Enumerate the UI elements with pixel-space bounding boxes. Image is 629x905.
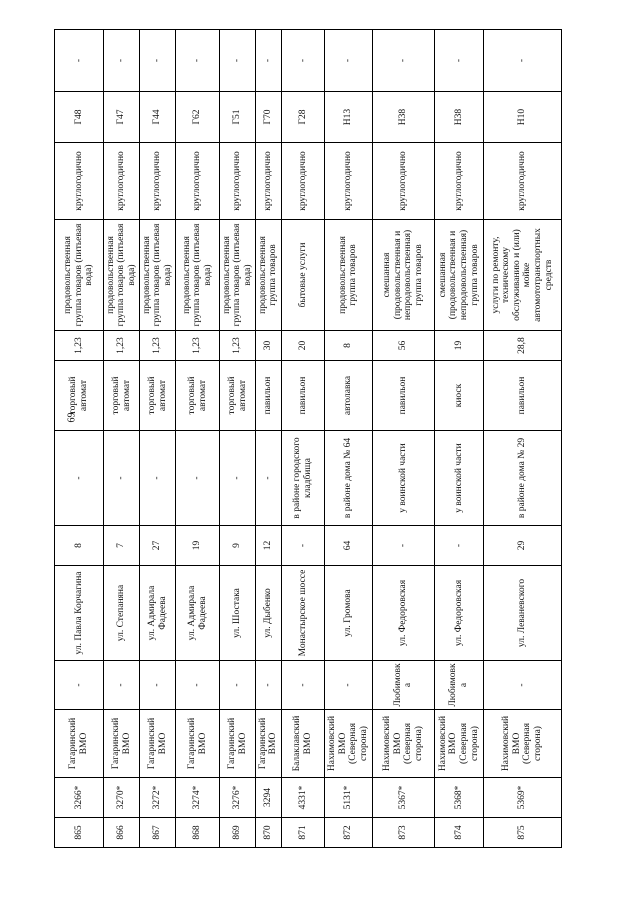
cell-district: Нахимовский ВМО (Северная сторона) [435, 710, 484, 778]
cell-specialization: продовольственная группа товаров (питьевая вода) [176, 220, 220, 331]
cell-extra: - [220, 30, 256, 92]
cell-area: 20 [281, 331, 325, 361]
table-row [281, 30, 325, 848]
cell-area: 1,23 [55, 331, 104, 361]
table-row [435, 30, 484, 848]
cell-object-type: торговый автомат [140, 361, 176, 431]
cell-code: 5367* [372, 778, 434, 818]
cell-object-type: торговый автомат [103, 361, 139, 431]
cell-landmark: в районе городского кладбища [281, 431, 325, 526]
cell-area: 1,23 [176, 331, 220, 361]
cell-locality: - [103, 661, 139, 710]
cell-scheme: Н10 [483, 92, 561, 143]
cell-area: 8 [325, 331, 372, 361]
cell-locality: Любимовка [435, 661, 484, 710]
cell-extra: - [103, 30, 139, 92]
table-row [256, 30, 281, 848]
cell-district: Балаклавский ВМО [281, 710, 325, 778]
table-row [325, 30, 372, 848]
cell-street: ул. Федоровская [372, 566, 434, 661]
cell-scheme: Г28 [281, 92, 325, 143]
cell-area: 56 [372, 331, 434, 361]
cell-specialization: продовольственная группа товаров (питьевая вода) [103, 220, 139, 331]
cell-extra: - [435, 30, 484, 92]
cell-landmark: в районе дома № 64 [325, 431, 372, 526]
cell-specialization: смешанная (продовольственная и непродовольственная) группа товаров [435, 220, 484, 331]
cell-street: Монастырское шоссе [281, 566, 325, 661]
cell-house: - [435, 526, 484, 566]
cell-district: Нахимовский ВМО (Северная сторона) [325, 710, 372, 778]
cell-scheme: Н13 [325, 92, 372, 143]
cell-area: 1,23 [140, 331, 176, 361]
cell-scheme: Г51 [220, 92, 256, 143]
cell-extra: - [140, 30, 176, 92]
cell-scheme: Г62 [176, 92, 220, 143]
table-row [55, 30, 104, 848]
cell-specialization: услуги по ремонту, техническому обслуживанию и (или) мойке автомототранспортных средств [483, 220, 561, 331]
cell-locality: - [55, 661, 104, 710]
cell-street: ул. Федоровская [435, 566, 484, 661]
cell-district: Гагаринский ВМО [55, 710, 104, 778]
cell-district: Нахимовский ВМО (Северная сторона) [483, 710, 561, 778]
cell-landmark: у воинской части [372, 431, 434, 526]
cell-specialization: продовольственная группа товаров (питьевая вода) [55, 220, 104, 331]
cell-street: ул. Адмирала Фадеева [140, 566, 176, 661]
table-row [483, 30, 561, 848]
cell-period: круглогодично [325, 143, 372, 220]
cell-scheme: Г47 [103, 92, 139, 143]
cell-scheme: Г48 [55, 92, 104, 143]
table-row [103, 30, 139, 848]
cell-landmark: - [256, 431, 281, 526]
cell-code: 3276* [220, 778, 256, 818]
cell-scheme: Г70 [256, 92, 281, 143]
cell-code: 5369* [483, 778, 561, 818]
cell-house: - [281, 526, 325, 566]
cell-landmark: - [176, 431, 220, 526]
cell-locality: Любимовка [372, 661, 434, 710]
cell-extra: - [372, 30, 434, 92]
cell-house: 27 [140, 526, 176, 566]
cell-house: 19 [176, 526, 220, 566]
cell-code: 3274* [176, 778, 220, 818]
cell-scheme: Г44 [140, 92, 176, 143]
cell-landmark: в районе дома № 29 [483, 431, 561, 526]
cell-num: 875 [483, 818, 561, 848]
cell-locality: - [140, 661, 176, 710]
page-number: 69 [66, 412, 78, 423]
cell-extra: - [55, 30, 104, 92]
cell-house: 12 [256, 526, 281, 566]
cell-area: 30 [256, 331, 281, 361]
cell-period: круглогодично [372, 143, 434, 220]
cell-object-type: торговый автомат [55, 361, 104, 431]
cell-district: Гагаринский ВМО [220, 710, 256, 778]
table-row [372, 30, 434, 848]
cell-object-type: павильон [372, 361, 434, 431]
cell-object-type: торговый автомат [220, 361, 256, 431]
cell-street: ул. Дыбенко [256, 566, 281, 661]
cell-specialization: смешанная (продовольственная и непродовольственная) группа товаров [372, 220, 434, 331]
cell-district: Гагаринский ВМО [103, 710, 139, 778]
cell-street: ул. Павла Корчагина [55, 566, 104, 661]
cell-locality: - [256, 661, 281, 710]
cell-code: 4331* [281, 778, 325, 818]
cell-locality: - [483, 661, 561, 710]
cell-house: 64 [325, 526, 372, 566]
cell-street: ул. Громова [325, 566, 372, 661]
cell-street: ул. Адмирала Фадеева [176, 566, 220, 661]
cell-extra: - [256, 30, 281, 92]
cell-locality: - [220, 661, 256, 710]
cell-extra: - [483, 30, 561, 92]
rotated-table-container [54, 30, 562, 848]
cell-period: круглогодично [55, 143, 104, 220]
cell-street: ул. Степаняна [103, 566, 139, 661]
cell-district: Гагаринский ВМО [176, 710, 220, 778]
table-row [140, 30, 176, 848]
cell-scheme: Н38 [435, 92, 484, 143]
cell-landmark: - [55, 431, 104, 526]
cell-area: 28,8 [483, 331, 561, 361]
cell-code: 3266* [55, 778, 104, 818]
cell-extra: - [176, 30, 220, 92]
cell-area: 1,23 [220, 331, 256, 361]
cell-period: круглогодично [140, 143, 176, 220]
cell-specialization: продовольственная группа товаров [256, 220, 281, 331]
cell-object-type: киоск [435, 361, 484, 431]
cell-street: ул. Леваневского [483, 566, 561, 661]
cell-num: 874 [435, 818, 484, 848]
cell-extra: - [325, 30, 372, 92]
cell-specialization: продовольственная группа товаров (питьевая вода) [140, 220, 176, 331]
cell-area: 1,23 [103, 331, 139, 361]
cell-period: круглогодично [256, 143, 281, 220]
cell-object-type: павильон [483, 361, 561, 431]
cell-object-type: торговый автомат [176, 361, 220, 431]
placement-table [54, 29, 562, 848]
cell-house: - [372, 526, 434, 566]
cell-house: 9 [220, 526, 256, 566]
cell-house: 8 [55, 526, 104, 566]
cell-area: 19 [435, 331, 484, 361]
cell-num: 871 [281, 818, 325, 848]
cell-code: 3272* [140, 778, 176, 818]
cell-code: 3270* [103, 778, 139, 818]
table-body [55, 30, 562, 848]
cell-code: 5131* [325, 778, 372, 818]
cell-district: Нахимовский ВМО (Северная сторона) [372, 710, 434, 778]
cell-landmark: - [140, 431, 176, 526]
cell-house: 7 [103, 526, 139, 566]
cell-num: 873 [372, 818, 434, 848]
cell-district: Гагаринский ВМО [140, 710, 176, 778]
cell-street: ул. Шостака [220, 566, 256, 661]
cell-num: 867 [140, 818, 176, 848]
cell-num: 870 [256, 818, 281, 848]
cell-period: круглогодично [281, 143, 325, 220]
cell-landmark: - [103, 431, 139, 526]
cell-num: 869 [220, 818, 256, 848]
table-row [220, 30, 256, 848]
cell-locality: - [176, 661, 220, 710]
cell-period: круглогодично [176, 143, 220, 220]
cell-specialization: продовольственная группа товаров [325, 220, 372, 331]
cell-extra: - [281, 30, 325, 92]
cell-landmark: у воинской части [435, 431, 484, 526]
cell-num: 865 [55, 818, 104, 848]
cell-landmark: - [220, 431, 256, 526]
cell-specialization: бытовые услуги [281, 220, 325, 331]
cell-num: 872 [325, 818, 372, 848]
cell-code: 5368* [435, 778, 484, 818]
cell-period: круглогодично [483, 143, 561, 220]
cell-object-type: павильон [256, 361, 281, 431]
cell-locality: - [325, 661, 372, 710]
cell-object-type: автолавка [325, 361, 372, 431]
cell-specialization: продовольственная группа товаров (питьевая вода) [220, 220, 256, 331]
cell-period: круглогодично [435, 143, 484, 220]
cell-object-type: павильон [281, 361, 325, 431]
cell-period: круглогодично [220, 143, 256, 220]
cell-locality: - [281, 661, 325, 710]
cell-house: 29 [483, 526, 561, 566]
cell-num: 866 [103, 818, 139, 848]
cell-period: круглогодично [103, 143, 139, 220]
cell-scheme: Н38 [372, 92, 434, 143]
cell-code: 3294 [256, 778, 281, 818]
cell-district: Гагаринский ВМО [256, 710, 281, 778]
table-row [176, 30, 220, 848]
cell-num: 868 [176, 818, 220, 848]
